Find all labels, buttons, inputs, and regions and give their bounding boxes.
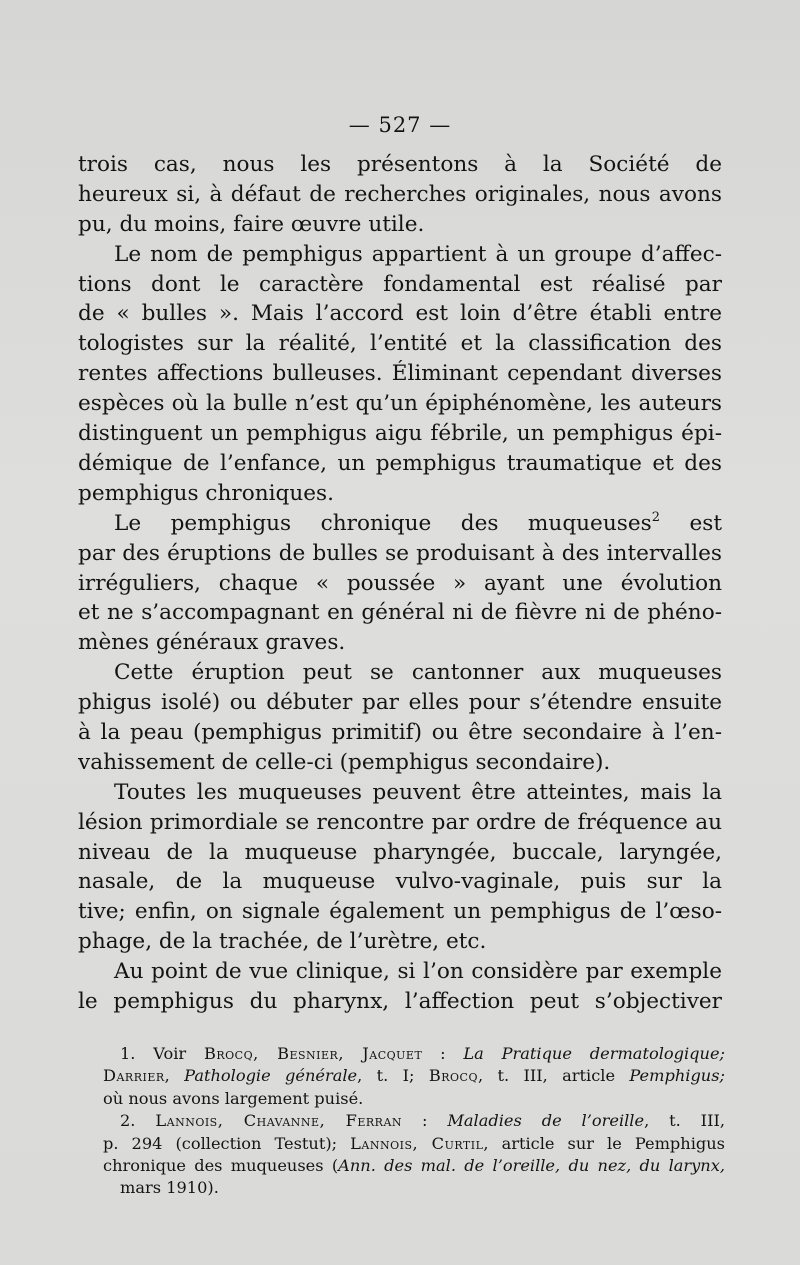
footnote-2	[103, 1110, 725, 1132]
footnote-line	[103, 1133, 725, 1155]
author-names: Darrier	[103, 1066, 165, 1086]
text-line: et ne s’accompagnant en général ni de fièvre ni de phéno-	[78, 600, 722, 626]
footnote-line: mars 1910).	[120, 1178, 219, 1198]
footnote-text: chronique des muqueuses (	[103, 1155, 339, 1175]
text-line: Le nom de pemphigus appartient à un groupe d’affec-	[114, 241, 722, 267]
footnote-line	[103, 1065, 725, 1087]
text-line: heureux si, à défaut de recherches originales, nous avons	[78, 181, 722, 207]
text-line: tologistes sur la réalité, l’entité et la classification des	[78, 331, 722, 357]
text-line	[78, 389, 722, 419]
work-title: Pemphigus;	[629, 1066, 725, 1086]
text-line: démique de l’enfance, un pemphigus traumatique et des	[78, 450, 722, 476]
footnote-text: ,	[164, 1066, 185, 1086]
text-span: est	[689, 510, 722, 536]
body-text	[78, 150, 722, 1017]
text-line	[78, 509, 722, 539]
footnote-line: où nous avons largement puisé.	[103, 1088, 364, 1108]
text-line: de « bulles ». Mais l’accord est loin d’être établi entre	[78, 301, 722, 327]
author-names: Brocq	[428, 1066, 478, 1086]
footnote-number: 2.	[120, 1111, 136, 1131]
footnote-line	[103, 1155, 725, 1177]
footnote-text: :	[422, 1044, 464, 1063]
text-line: Au point de vue clinique, si l’on considère par exemple	[114, 959, 722, 985]
text-line: nasale, de la muqueuse vulvo-vaginale, puis sur la	[78, 869, 722, 895]
text-line: à la peau (pemphigus primitif) ou être secondaire à l’en-	[78, 719, 722, 745]
footnote-text: , t. I;	[357, 1066, 429, 1086]
work-title: Ann. des mal. de l’oreille, du nez, du larynx,	[338, 1155, 725, 1175]
text-line: pu, du moins, faire œuvre utile.	[78, 211, 425, 237]
text-line: par des éruptions de bulles se produisant à des intervalles	[78, 540, 722, 566]
page-number: — 527 —	[348, 113, 452, 137]
text-line: tive; enfin, on signale également un pemphigus de l’œso-	[78, 899, 722, 925]
text-line: niveau de la muqueuse pharyngée, buccale, laryngée,	[78, 839, 722, 865]
text-line: mènes généraux graves.	[78, 630, 346, 656]
footnote-1	[103, 1043, 725, 1065]
text-line: Cette éruption peut se cantonner aux muqueuses	[114, 660, 722, 686]
text-span: espèces où la bulle n’est qu’un épiphénomène, les auteurs	[78, 391, 722, 417]
author-names: Lannois, Curtil	[350, 1133, 484, 1153]
text-line: vahissement de celle-ci (pemphigus secondaire).	[78, 749, 611, 775]
footnote-text: , t. III,	[644, 1111, 725, 1131]
text-line: lésion primordiale se rencontre par ordre de fréquence au	[78, 809, 722, 835]
work-title: Maladies de l’oreille	[447, 1111, 645, 1131]
footnotes	[103, 1043, 725, 1200]
footnote-ref: 2	[651, 509, 660, 525]
footnote-number: 1.	[120, 1044, 136, 1063]
text-line: pemphigus chroniques.	[78, 480, 334, 506]
text-span: Le pemphigus chronique des muqueuses	[114, 510, 652, 536]
text-line: le pemphigus du pharynx, l’affection peut s’objectiver	[78, 989, 722, 1015]
footnote-text: Voir	[153, 1044, 187, 1063]
footnote-text: p. 294 (collection Testut);	[103, 1133, 351, 1153]
author-names: Brocq, Besnier, Jacquet	[203, 1044, 423, 1063]
text-line: distinguent un pemphigus aigu fébrile, un pemphigus épi-	[78, 421, 722, 447]
footnote-text: , t. III, article	[477, 1066, 630, 1086]
text-line: rentes affections bulleuses. Éliminant cependant diverses	[78, 361, 722, 387]
text-line: trois cas, nous les présentons à la Société de	[78, 152, 722, 177]
work-title: La Pratique dermatologique;	[463, 1044, 725, 1063]
text-line: phage, de la trachée, de l’urètre, etc.	[78, 929, 487, 955]
text-line: Toutes les muqueuses peuvent être atteintes, mais la	[114, 779, 722, 805]
text-line: tions dont le caractère fondamental est réalisé par	[78, 271, 722, 297]
text-line: phigus isolé) ou débuter par elles pour s’étendre ensuite	[78, 690, 722, 716]
text-line: irréguliers, chaque « poussée » ayant une évolution	[78, 570, 722, 596]
footnote-text: :	[402, 1111, 448, 1131]
work-title: Pathologie générale	[184, 1066, 358, 1086]
footnote-text: , article sur le Pemphigus	[483, 1133, 725, 1153]
author-names: Lannois, Chavanne, Ferran	[155, 1111, 403, 1131]
